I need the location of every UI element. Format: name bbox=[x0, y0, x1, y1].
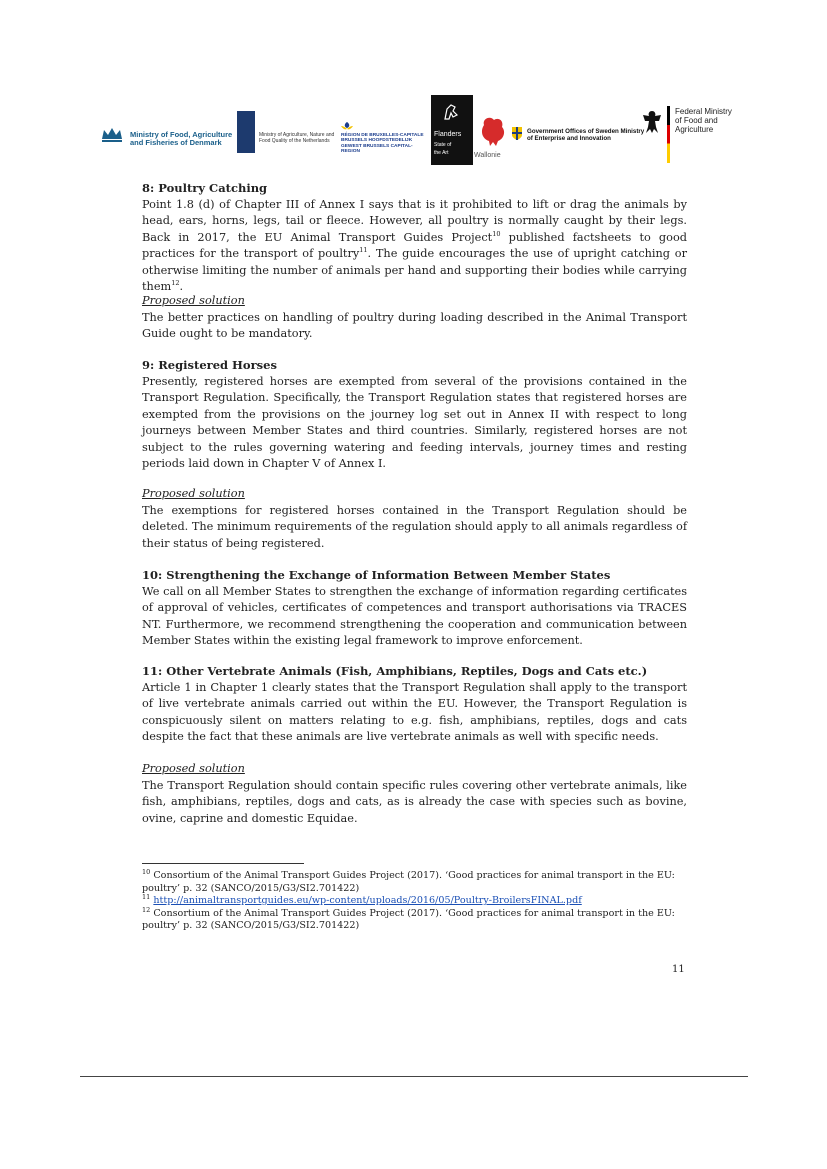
section-body: Article 1 in Chapter 1 clearly states that the Transport Regulation shall apply to the transport of live vertebrate animals carried out within the EU. However, the Transport Regulation is conspicuously silent on matters relating to e.g. fish, amphibians, reptiles, dogs and cats despite the fact that these animals are live vertebrate animals as well with specific needs. bbox=[142, 680, 687, 743]
page-number: 11 bbox=[672, 964, 685, 975]
flanders-logo bbox=[431, 95, 473, 165]
proposed-solution-text: The Transport Regulation should contain specific rules covering other vertebrate animals, like fish, amphibians, reptiles, dogs and cats, as is already the case with species such as bovine, ovine, caprine and domestic Equidae. bbox=[142, 778, 687, 825]
footnote-link[interactable]: http://animaltransportguides.eu/wp-content/uploads/2016/05/Poultry-BroilersFINAL.pdf bbox=[153, 895, 582, 906]
wallonie-logo: Wallonie bbox=[474, 152, 501, 159]
german-flag-bar bbox=[667, 106, 670, 163]
danish-crown-icon bbox=[100, 125, 124, 143]
section-body: Point 1.8 (d) of Chapter III of Annex I says that is it prohibited to lift or drag the animals by head, ears, horns, legs, tail or fleece. However, all poultry is normally caught by their legs. Back in 2017, the EU Animal Transport Guides Project$^{10}$ published factsheets to good practices for the transport of poultry$^{11}$. The guide encourages the use of upright catching or otherwise limiting the number of animals per hand and supporting their bodies while carrying them$^{12}$. bbox=[142, 197, 687, 293]
footnote-11: $^{11}$ http://animaltransportguides.eu/wp-content/uploads/2016/05/Poultry-BroilersFINAL.pdf bbox=[142, 892, 582, 906]
section-heading: 11: Other Vertebrate Animals (Fish, Amphibians, Reptiles, Dogs and Cats etc.) bbox=[142, 664, 648, 678]
section-9 bbox=[142, 357, 687, 473]
section-body: Presently, registered horses are exempted from several of the provisions contained in the Transport Regulation. Specifically, the Transport Regulation states that registered horses are exempted from the provisions on the journey log set out in Annex II with respect to long journeys between Member States and third countries. Similarly, registered horses are not subject to the rules governing watering and feeding intervals, journey times and resting periods laid down in Chapter V of Annex I. bbox=[142, 374, 687, 470]
footnote-separator bbox=[142, 863, 304, 864]
section-8-proposed bbox=[142, 293, 687, 343]
footnote-12: $^{12}$ Consortium of the Animal Transport Guides Project (2017). ‘Good practices for animal transport in the EU: poultry’ p. 32 (SANCO/2015/G3/SI2.701422) bbox=[142, 905, 675, 931]
proposed-solution-label: Proposed solution bbox=[142, 762, 245, 775]
sweden-government-logo: Government Offices of Sweden Ministry of Enterprise and Innovation bbox=[527, 128, 645, 142]
proposed-solution-text: The better practices on handling of poultry during loading described in the Animal Transport Guide ought to be mandatory. bbox=[142, 310, 687, 340]
netherlands-ministry-logo: Ministry of Agriculture, Nature and Food Quality of the Netherlands bbox=[259, 132, 335, 144]
swedish-emblem-icon bbox=[512, 127, 522, 140]
proposed-solution-text: The exemptions for registered horses contained in the Transport Regulation should be deleted. The minimum requirements of the regulation should apply to all animals regardless of their status of being registered. bbox=[142, 503, 687, 550]
flanders-lion-icon bbox=[441, 101, 461, 121]
flanders-tagline-1: State of bbox=[434, 142, 452, 148]
section-8 bbox=[142, 180, 687, 296]
section-9-proposed bbox=[142, 486, 687, 552]
wallonia-rooster-icon bbox=[478, 115, 508, 147]
section-11-proposed bbox=[142, 761, 687, 827]
header-logos bbox=[0, 95, 827, 165]
footnote-ref: 11 bbox=[359, 246, 368, 255]
netherlands-emblem-icon bbox=[237, 111, 255, 153]
section-body: We call on all Member States to strengthen the exchange of information regarding certificates of approval of vehicles, certificates of competences and transport authorisations via TRACES NT. Furthermore, we recommend strengthening the cooperation and communication between Member States within the existing legal framework to improve enforcement. bbox=[142, 584, 687, 647]
section-10 bbox=[142, 567, 687, 650]
bottom-rule bbox=[80, 1076, 748, 1077]
flanders-name: Flanders bbox=[434, 131, 462, 138]
brussels-region-logo: RÉGION DE BRUXELLES-CAPITALE BRUSSELS HOOFDSTEDELIJK GEWEST BRUSSELS CAPITAL-REGION bbox=[341, 133, 424, 154]
denmark-ministry-logo: Ministry of Food, Agriculture and Fisheries of Denmark bbox=[130, 130, 233, 148]
section-11 bbox=[142, 663, 687, 746]
proposed-solution-label: Proposed solution bbox=[142, 294, 245, 307]
section-heading: 10: Strengthening the Exchange of Information Between Member States bbox=[142, 568, 611, 582]
footnote-ref: 10 bbox=[492, 229, 501, 238]
iris-flower-icon bbox=[341, 122, 353, 132]
footnote-ref: 12 bbox=[171, 279, 180, 288]
proposed-solution-label: Proposed solution bbox=[142, 487, 245, 500]
german-eagle-icon bbox=[641, 109, 663, 135]
flanders-tagline-2: the Art bbox=[434, 150, 449, 156]
section-heading: 9: Registered Horses bbox=[142, 358, 277, 372]
section-heading: 8: Poultry Catching bbox=[142, 181, 268, 195]
footnote-10: $^{10}$ Consortium of the Animal Transport Guides Project (2017). ‘Good practices for animal transport in the EU: poultry’ p. 32 (SANCO/2015/G3/SI2.701422) bbox=[142, 867, 675, 894]
footnotes bbox=[142, 867, 687, 933]
germany-ministry-logo: Federal Ministry of Food and Agriculture bbox=[675, 107, 732, 134]
